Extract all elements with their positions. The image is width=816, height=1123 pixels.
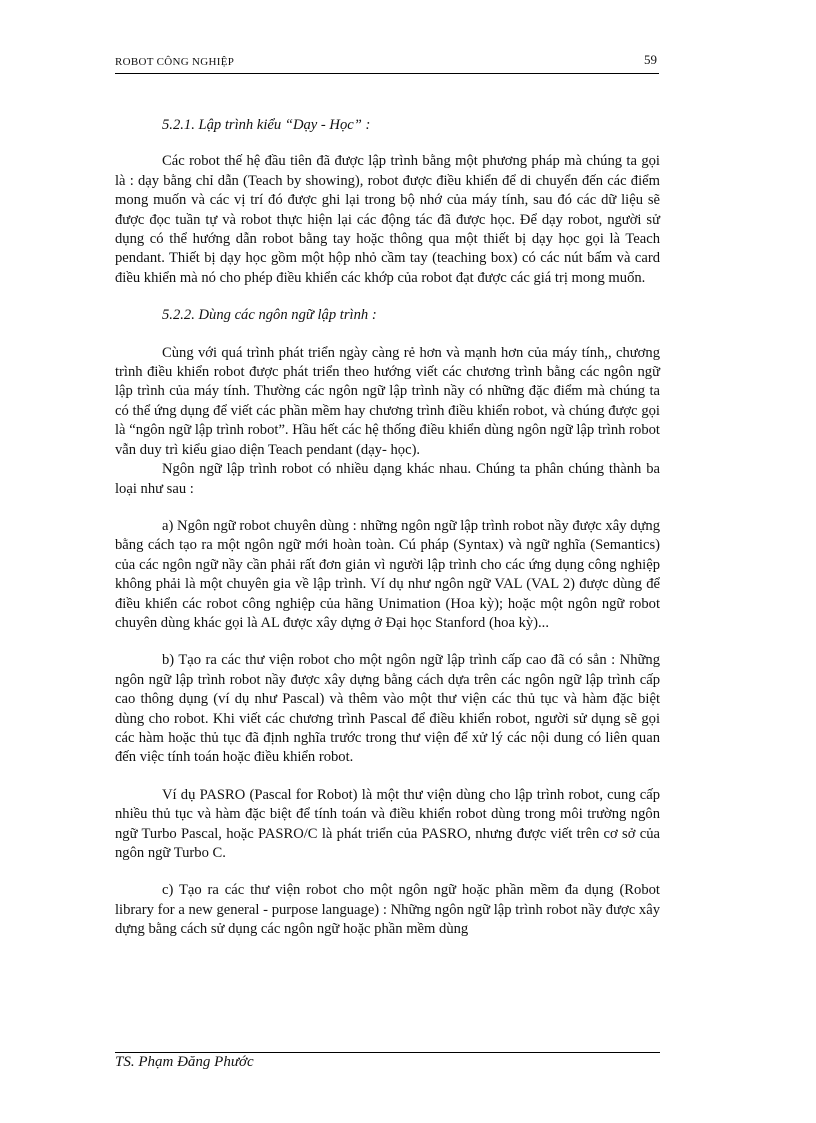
list-item-a: a) Ngôn ngữ robot chuyên dùng : những ngôn ngữ lập trình robot nầy được xây dựng bằng cách tạo ra một ngôn ngữ mới hoàn toàn. Cú pháp (Syntax) và ngữ nghĩa (Semantics) của các ngôn ngữ nầy cần phải rất đơn giản vì người lập trình cho các ứng dụng công nghiệp không phải là một chuyên gia về lập trình. Ví dụ như ngôn ngữ VAL (VAL 2) được dùng để điều khiển các robot công nghiệp của hãng Unimation (Hoa kỳ); hoặc một ngôn ngữ robot chuyên dùng khác gọi là AL được xây dựng ở Đại học Stanford (hoa kỳ)... (115, 517, 660, 631)
list-item-b-example: Ví dụ PASRO (Pascal for Robot) là một thư viện dùng cho lập trình robot, cung cấp nhiều thủ tục và hàm đặc biệt để tính toán và điều khiển robot dùng trong môi trường ngôn ngữ Turbo Pascal, hoặc PASRO/C là phát triển của PASRO, nhưng được viết trên cơ sở của ngôn ngữ Turbo C. (115, 786, 660, 861)
footer-author: TS. Phạm Đăng Phước (115, 1054, 254, 1070)
paragraph-language-types: Ngôn ngữ lập trình robot có nhiều dạng khác nhau. Chúng ta phân chúng thành ba loại như sau : (115, 461, 660, 497)
paragraph-teach-by-showing: Các robot thế hệ đầu tiên đã được lập trình bằng một phương pháp mà chúng ta gọi là : dạy bằng chỉ dẫn (Teach by showing), robot được điều khiển để di chuyển đến các điểm mong muốn và các vị trí đó được ghi lại trong bộ nhớ của máy tính, sau đó các dữ liệu sẽ được đọc tuần tự và robot thực hiện lại các động tác đã được học. Để dạy robot, người sử dụng có thể hướng dẫn robot bằng tay hoặc thông qua một thiết bị dạy học gọi là Teach pendant. Thiết bị dạy học gồm một hộp nhỏ cầm tay (teaching box) có các nút bấm và card điều khiển mà nó cho phép điều khiển các khớp của robot đạt được các giá trị mong muốn. (115, 153, 660, 286)
list-item-b: b) Tạo ra các thư viện robot cho một ngôn ngữ lập trình cấp cao đã có sẳn : Những ngôn ngữ lập trình robot nầy được xây dựng bằng cách dựa trên các ngôn ngữ lập trình cấp cao thông dụng (ví dụ như Pascal) và thêm vào một thư viện các thủ tục và hàm đặc biệt dùng cho robot. Khi viết các chương trình Pascal để điều khiển robot, người sử dụng sẽ gọi các hàm hoặc thủ tục đã định nghĩa trước trong thư viện để xử lý các nội dung có liên quan đến việc tính toán hoặc điều khiển robot. (115, 652, 660, 766)
footer-divider (115, 1052, 660, 1053)
running-header-title: ROBOT CÔNG NGHIỆP (115, 56, 235, 68)
section-heading-5-2-2: 5.2.2. Dùng các ngôn ngữ lập trình : (162, 307, 377, 324)
page-header (115, 48, 659, 68)
section-heading-5-2-1: 5.2.1. Lập trình kiểu “Dạy - Học” : (162, 117, 371, 133)
page-number: 59 (644, 52, 657, 67)
list-item-c: c) Tạo ra các thư viện robot cho một ngôn ngữ hoặc phần mềm đa dụng (Robot library for a new general - purpose language) : Những ngôn ngữ lập trình robot nầy được xây dựng bằng cách sử dụng các ngôn ngữ hoặc phần mềm dùng (115, 882, 660, 938)
paragraph-programming-languages: Cùng với quá trình phát triển ngày càng rẻ hơn và mạnh hơn của máy tính,, chương trình điều khiển robot được phát triển theo hướng viết các chương trình bằng các ngôn ngữ lập trình của máy tính. Thường các ngôn ngữ lập trình nầy có những đặc điểm mà chúng ta có thể ứng dụng để viết các phần mềm hay chương trình điều khiển robot, và chúng được gọi là “ngôn ngữ lập trình robot”. Hầu hết các hệ thống điều khiển dùng ngôn ngữ lập trình robot vẫn duy trì kiểu giao diện Teach pendant (dạy- học). (115, 344, 660, 458)
header-divider (115, 73, 659, 74)
page-body (115, 116, 660, 940)
